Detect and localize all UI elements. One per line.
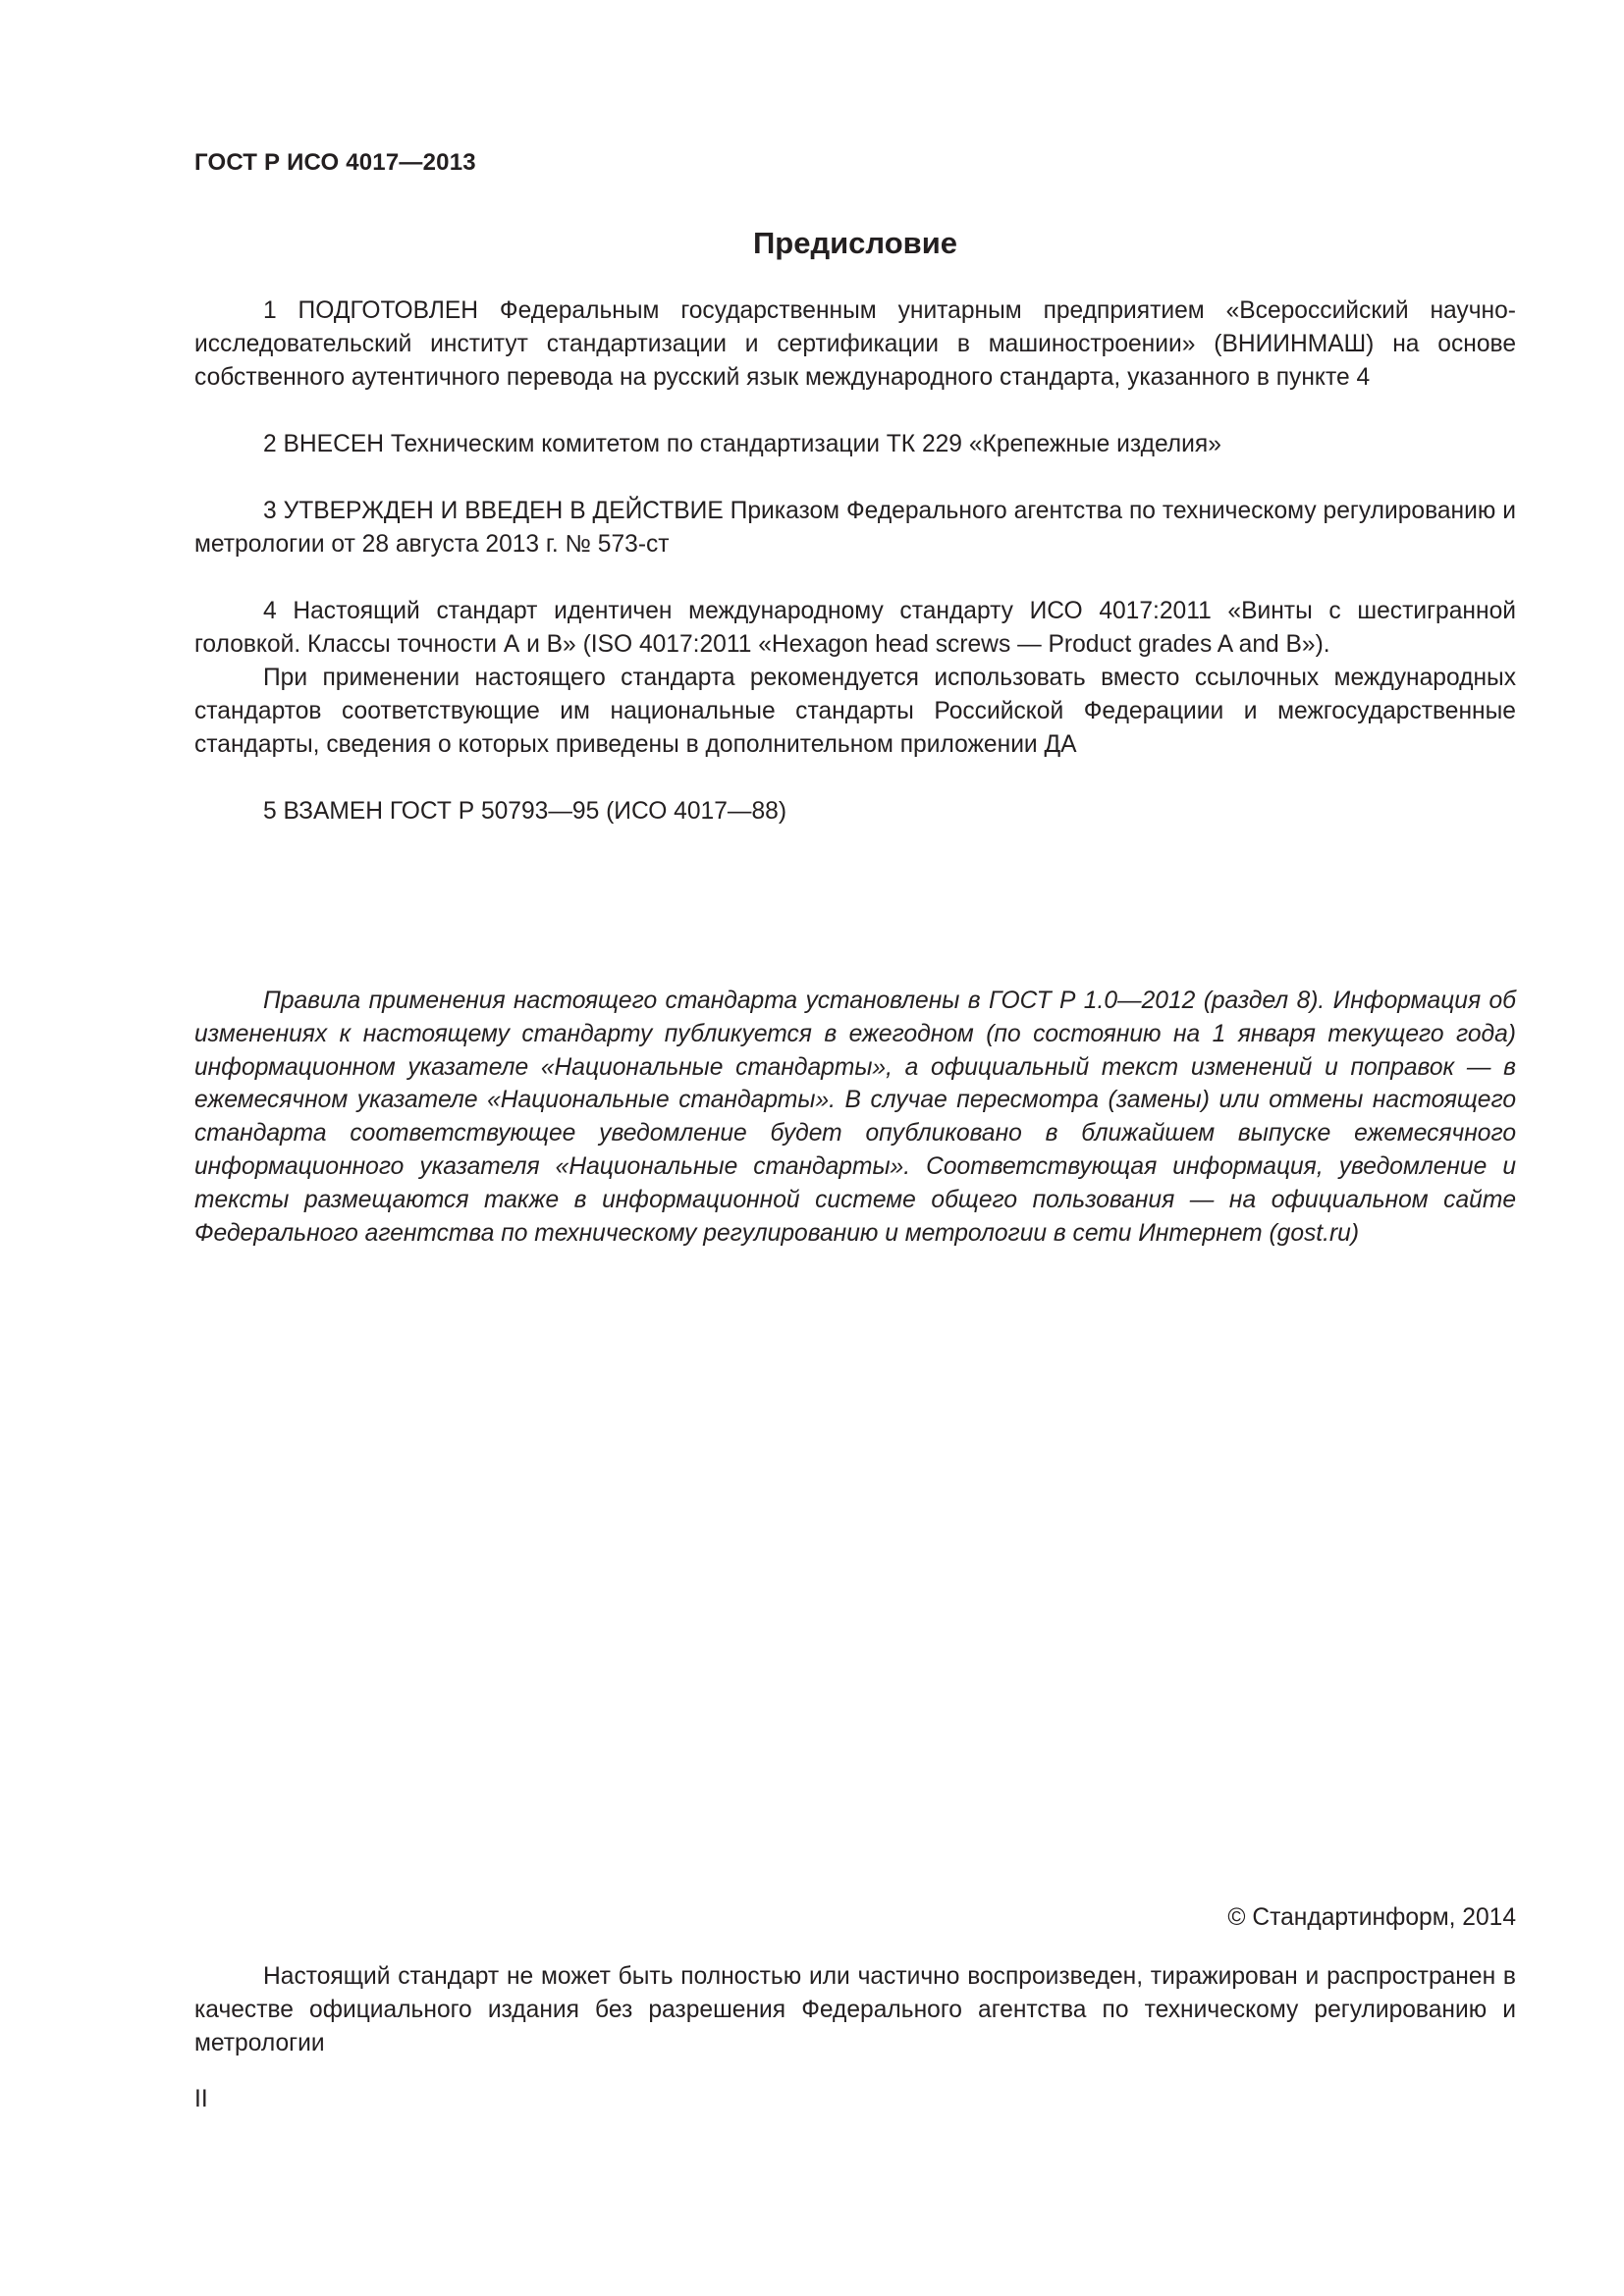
- copyright-line: © Стандартинформ, 2014: [1227, 1904, 1516, 1931]
- paragraph-introduced: 2 ВНЕСЕН Техническим комитетом по стандартизации ТК 229 «Крепежные изделия»: [263, 431, 1221, 457]
- page-number: II: [194, 2086, 208, 2112]
- paragraph-prepared: 1 ПОДГОТОВЛЕН Федеральным государственным унитарным предприятием «Всероссийский научно-исследовательский институт стандартизации и сертификации в машиностроении» (ВНИИНМАШ) на основе собственного аутентичного перевода на русский язык международного стандарта, указанного в пункте 4: [194, 297, 1516, 391]
- paragraph-approved: 3 УТВЕРЖДЕН И ВВЕДЕН В ДЕЙСТВИЕ Приказом Федерального агентства по техническому регулированию и метрологии от 28 августа 2013 г. № 573-ст: [194, 498, 1516, 558]
- document-code: ГОСТ Р ИСО 4017—2013: [194, 149, 476, 176]
- application-rules-notice: Правила применения настоящего стандарта установлены в ГОСТ Р 1.0—2012 (раздел 8). Информация об изменениях к настоящему стандарту публикуется в ежегодном (по состоянию на 1 января текущего года) информационном указателе «Национальные стандарты», а официальный текст изменений и поправок — в ежемесячном указателе «Национальные стандарты». В случае пересмотра (замены) или отмены настоящего стандарта соответствующее уведомление будет опубликовано в ближайшем выпуске ежемесячного информационного указателя «Национальные стандарты». Соответствующая информация, уведомление и тексты размещаются также в информационной системе общего пользования — на официальном сайте Федерального агентства по техническому регулированию и метрологии в сети Интернет (gost.ru): [194, 988, 1516, 1247]
- paragraph-identical: 4 Настоящий стандарт идентичен международному стандарту ИСО 4017:2011 «Винты с шестигранной головкой. Классы точности А и В» (ISO 4017:2011 «Hexagon head screws — Product grades A and B»).: [194, 598, 1516, 658]
- page-title: Предисловие: [752, 226, 957, 260]
- paragraph-replaces: 5 ВЗАМЕН ГОСТ Р 50793—95 (ИСО 4017—88): [263, 798, 787, 825]
- reproduction-restriction: Настоящий стандарт не может быть полностью или частично воспроизведен, тиражирован и распространен в качестве официального издания без разрешения Федерального агентства по техническому регулированию и метрологии: [194, 1963, 1516, 2056]
- preface-body: [194, 294, 1516, 828]
- paragraph-references: При применении настоящего стандарта рекомендуется использовать вместо ссылочных международных стандартов соответствующие им национальные стандарты Российской Федерациии и межгосударственные стандарты, сведения о которых приведены в дополнительном приложении ДА: [194, 665, 1516, 758]
